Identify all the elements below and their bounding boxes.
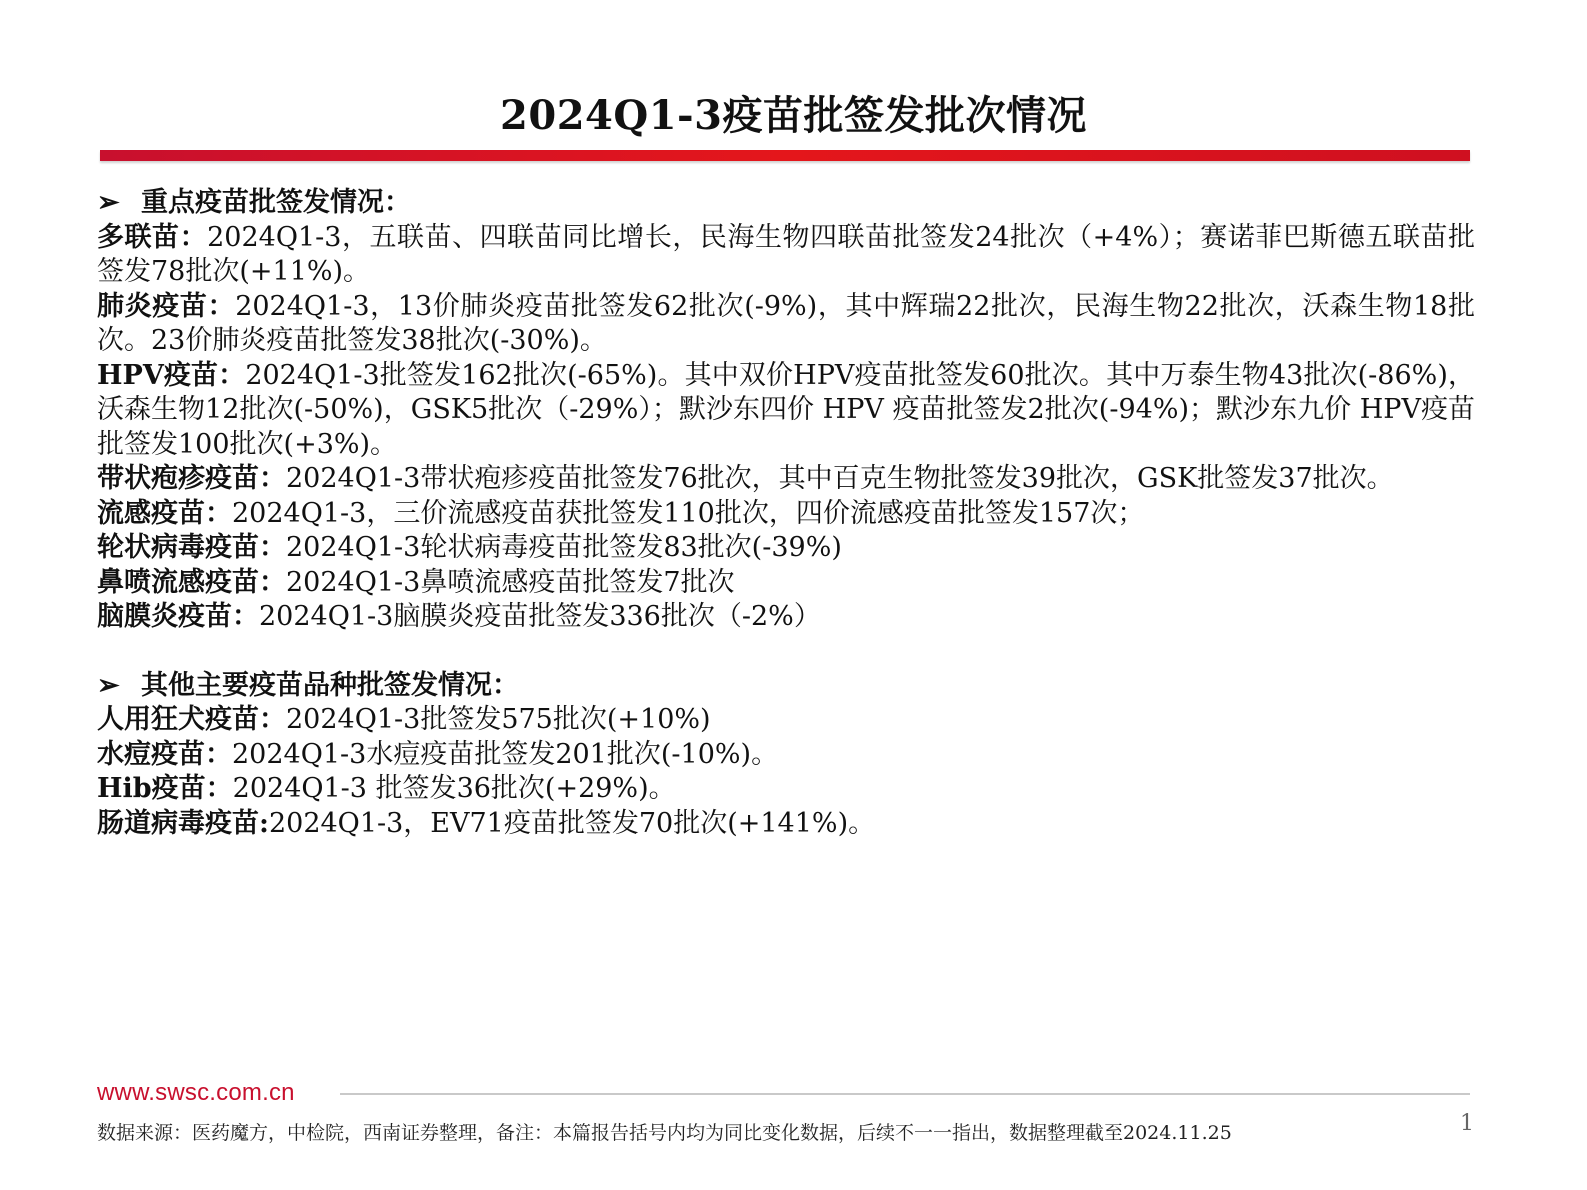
list-item-hpv-vaccine: [97, 359, 1475, 463]
list-item-nasal-flu-vaccine: [97, 566, 1475, 601]
item-text: 2024Q1-3批签发575批次(+10%): [286, 704, 711, 735]
footer-source-note: 数据来源：医药魔方，中检院，西南证券整理，备注：本篇报告括号内均为同比变化数据，后续不一一指出，数据整理截至2024.11.25: [97, 1122, 1232, 1144]
section-heading-key-vaccines: [97, 186, 1475, 221]
section-spacer: [97, 635, 1475, 669]
item-text: 2024Q1-3脑膜炎疫苗批签发336批次（-2%）: [259, 601, 821, 632]
item-text: 2024Q1-3鼻喷流感疫苗批签发7批次: [286, 566, 735, 598]
list-item-combination-vaccine: [97, 221, 1475, 290]
page-title: 2024Q1-3疫苗批签发批次情况: [500, 92, 1087, 139]
item-label: 人用狂犬疫苗：: [97, 704, 286, 735]
list-item-varicella-vaccine: [97, 738, 1475, 773]
item-text: 2024Q1-3，EV71疫苗批签发70批次(+141%)。: [268, 807, 876, 839]
footer-divider: [340, 1093, 1470, 1095]
item-label: 流感疫苗：: [97, 497, 232, 529]
footer-website-link[interactable]: www.swsc.com.cn: [97, 1079, 295, 1106]
list-item-hib-vaccine: [97, 772, 1475, 807]
section-heading-other-vaccines: [97, 669, 1475, 704]
item-text: 2024Q1-3，13价肺炎疫苗批签发62批次(-9%)，其中辉瑞22批次，民海生物22批次，沃森生物18批次。23价肺炎疫苗批签发38批次(-30%)。: [97, 290, 1475, 356]
page-number: 1: [1460, 1111, 1474, 1136]
item-text: 2024Q1-3批签发162批次(-65%)。其中双价HPV疫苗批签发60批次。其中万泰生物43批次(-86%)，沃森生物12批次(-50%)，GSK5批次（-29%）；默沙东四价 HPV 疫苗批签发2批次(-94%)；默沙东九价 HPV疫苗批签发100批次(+3%)。: [97, 359, 1475, 460]
list-item-enterovirus-vaccine: [97, 807, 1475, 842]
item-text: 2024Q1-3，五联苗、四联苗同比增长，民海生物四联苗批签发24批次（+4%）；赛诺菲巴斯德五联苗批签发78批次(+11%)。: [97, 221, 1475, 287]
item-text: 2024Q1-3 批签发36批次(+29%)。: [232, 773, 676, 804]
item-label: 脑膜炎疫苗：: [97, 601, 259, 632]
section-heading-text: 重点疫苗批签发情况：: [141, 187, 411, 218]
list-item-flu-vaccine: [97, 497, 1475, 532]
list-item-pneumonia-vaccine: [97, 290, 1475, 359]
item-label: 轮状病毒疫苗：: [97, 532, 286, 563]
arrow-bullet-icon: ➢: [97, 187, 120, 218]
list-item-meningitis-vaccine: [97, 600, 1475, 635]
item-label: 带状疱疹疫苗：: [97, 463, 286, 494]
section-heading-text: 其他主要疫苗品种批签发情况：: [141, 669, 519, 701]
item-text: 2024Q1-3带状疱疹疫苗批签发76批次，其中百克生物批签发39批次，GSK批签发37批次。: [286, 463, 1394, 494]
list-item-shingles-vaccine: [97, 462, 1475, 497]
item-text: 2024Q1-3水痘疫苗批签发201批次(-10%)。: [232, 738, 779, 770]
arrow-bullet-icon: ➢: [97, 669, 120, 701]
item-label: HPV疫苗：: [97, 359, 246, 391]
list-item-rabies-vaccine: [97, 703, 1475, 738]
item-text: 2024Q1-3，三价流感疫苗获批签发110批次，四价流感疫苗批签发157次；: [232, 497, 1145, 529]
item-label: Hib疫苗：: [97, 773, 233, 804]
title-divider-bar: [100, 150, 1470, 161]
item-label: 肠道病毒疫苗:: [97, 807, 269, 839]
item-label: 鼻喷流感疫苗：: [97, 566, 286, 598]
item-label: 多联苗：: [97, 221, 208, 253]
item-text: 2024Q1-3轮状病毒疫苗批签发83批次(-39%): [286, 532, 842, 563]
list-item-rotavirus-vaccine: [97, 531, 1475, 566]
content-body: [97, 186, 1475, 841]
item-label: 肺炎疫苗：: [97, 290, 236, 322]
item-label: 水痘疫苗：: [97, 738, 232, 770]
